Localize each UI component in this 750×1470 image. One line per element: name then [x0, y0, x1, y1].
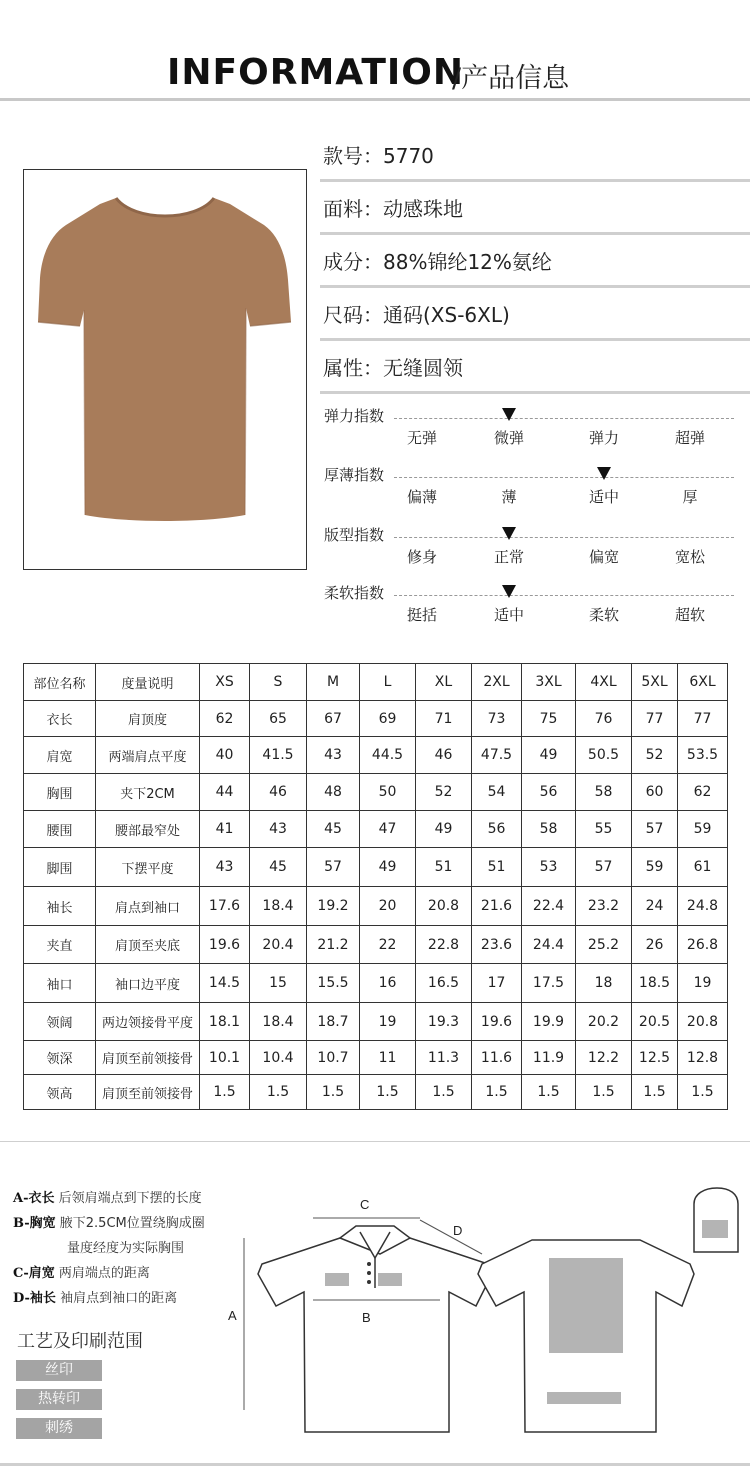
table-cell: 20.2 [576, 1003, 632, 1041]
table-cell: 53 [522, 848, 576, 887]
definition-a [13, 1187, 202, 1206]
index-option: 薄 [501, 488, 517, 506]
table-cell: 1.5 [632, 1075, 678, 1110]
tshirt-image [24, 170, 306, 569]
table-cell: 65 [250, 701, 307, 737]
table-cell: 57 [307, 848, 360, 887]
table-cell: 下摆平度 [96, 848, 200, 887]
table-row [24, 848, 728, 887]
table-cell: 肩宽 [24, 737, 96, 774]
table-cell: 11.9 [522, 1041, 576, 1075]
table-cell: 肩顶至夹底 [96, 926, 200, 964]
index-option: 宽松 [674, 548, 706, 566]
row-divider [320, 285, 750, 288]
table-cell: 50.5 [576, 737, 632, 774]
table-cell: 21.6 [472, 887, 522, 926]
info-text: 款号：5770 [323, 144, 434, 168]
table-cell: 1.5 [522, 1075, 576, 1110]
info-row-attribute [320, 342, 750, 394]
table-cell: 54 [472, 774, 522, 811]
table-cell: 16 [360, 964, 416, 1003]
table-cell: 肩顶度 [96, 701, 200, 737]
definition-b-cont [67, 1237, 184, 1256]
index-option: 超弹 [674, 429, 706, 447]
table-cell: 领阔 [24, 1003, 96, 1041]
definition-d [13, 1287, 177, 1306]
table-cell: 1.5 [307, 1075, 360, 1110]
table-cell: 22.4 [522, 887, 576, 926]
page-title: INFORMATION [167, 52, 465, 93]
table-cell: 18.4 [250, 1003, 307, 1041]
table-header-cell: M [307, 664, 360, 701]
index-marker-icon [502, 408, 516, 421]
table-cell: 57 [632, 811, 678, 848]
table-cell: 52 [632, 737, 678, 774]
table-cell: 1.5 [678, 1075, 728, 1110]
table-cell: 47 [360, 811, 416, 848]
table-cell: 衣长 [24, 701, 96, 737]
info-row-style-no [320, 130, 750, 182]
table-cell: 17.6 [200, 887, 250, 926]
row-divider [320, 179, 750, 182]
table-cell: 49 [416, 811, 472, 848]
table-cell: 12.2 [576, 1041, 632, 1075]
label-b: B [362, 1310, 371, 1325]
table-cell: 50 [360, 774, 416, 811]
table-cell: 59 [632, 848, 678, 887]
table-cell: 18.4 [250, 887, 307, 926]
table-cell: 41.5 [250, 737, 307, 774]
table-cell: 19 [360, 1003, 416, 1041]
index-label: 厚薄指数 [324, 466, 385, 484]
table-cell: 袖口边平度 [96, 964, 200, 1003]
table-cell: 62 [200, 701, 250, 737]
definition-b [13, 1212, 205, 1231]
table-cell: 20.8 [416, 887, 472, 926]
table-header-cell: 度量说明 [96, 664, 200, 701]
info-text: 尺码：通码(XS-6XL) [323, 303, 510, 327]
table-cell: 20.8 [678, 1003, 728, 1041]
table-cell: 腰部最窄处 [96, 811, 200, 848]
definition-desc: 腋下2.5CM位置绕胸成圈 [59, 1216, 205, 1231]
table-cell: 袖长 [24, 887, 96, 926]
table-cell: 44 [200, 774, 250, 811]
table-cell: 47.5 [472, 737, 522, 774]
definition-key: B-胸宽 [13, 1216, 56, 1231]
table-cell: 袖口 [24, 964, 96, 1003]
table-cell: 23.6 [472, 926, 522, 964]
table-cell: 11.3 [416, 1041, 472, 1075]
table-cell: 20.5 [632, 1003, 678, 1041]
table-cell: 44.5 [360, 737, 416, 774]
row-divider [320, 232, 750, 235]
table-cell: 10.7 [307, 1041, 360, 1075]
table-cell: 26.8 [678, 926, 728, 964]
definition-desc: 袖肩点到袖口的距离 [60, 1291, 178, 1306]
table-cell: 77 [678, 701, 728, 737]
table-cell: 领深 [24, 1041, 96, 1075]
table-row [24, 1041, 728, 1075]
table-cell: 19 [678, 964, 728, 1003]
definition-desc: 量度经度为实际胸围 [67, 1241, 185, 1256]
table-cell: 18.7 [307, 1003, 360, 1041]
index-marker-icon [502, 585, 516, 598]
index-marker-icon [502, 527, 516, 540]
table-cell: 22.8 [416, 926, 472, 964]
table-cell: 59 [678, 811, 728, 848]
table-cell: 69 [360, 701, 416, 737]
table-cell: 46 [416, 737, 472, 774]
table-cell: 55 [576, 811, 632, 848]
header-divider [0, 98, 750, 101]
table-cell: 16.5 [416, 964, 472, 1003]
table-cell: 1.5 [250, 1075, 307, 1110]
index-option: 厚 [682, 488, 698, 506]
index-label: 弹力指数 [324, 407, 385, 425]
table-cell: 脚围 [24, 848, 96, 887]
table-row [24, 887, 728, 926]
index-scale-line [394, 418, 734, 419]
table-cell: 21.2 [307, 926, 360, 964]
table-cell: 两边领接骨平度 [96, 1003, 200, 1041]
index-row [322, 582, 742, 638]
bottom-divider [0, 1463, 750, 1466]
table-cell: 12.8 [678, 1041, 728, 1075]
craft-embroidery: 刺绣 [16, 1418, 102, 1439]
row-divider [320, 338, 750, 341]
table-cell: 肩点到袖口 [96, 887, 200, 926]
table-cell: 57 [576, 848, 632, 887]
label-d: D [453, 1223, 463, 1238]
table-cell: 肩顶至前领接骨 [96, 1075, 200, 1110]
table-cell: 12.5 [632, 1041, 678, 1075]
table-cell: 1.5 [472, 1075, 522, 1110]
info-text: 成分：88%锦纶12%氨纶 [323, 250, 552, 274]
table-cell: 60 [632, 774, 678, 811]
label-c: C [360, 1197, 370, 1212]
table-cell: 45 [250, 848, 307, 887]
index-option: 挺括 [406, 606, 438, 624]
index-label: 版型指数 [324, 526, 385, 544]
craft-heat-transfer: 热转印 [16, 1389, 102, 1410]
table-cell: 14.5 [200, 964, 250, 1003]
table-cell: 夹下2CM [96, 774, 200, 811]
table-cell: 43 [200, 848, 250, 887]
table-cell: 1.5 [576, 1075, 632, 1110]
page-header [0, 40, 750, 102]
index-option: 超软 [674, 606, 706, 624]
table-cell: 22 [360, 926, 416, 964]
table-cell: 10.1 [200, 1041, 250, 1075]
row-divider [320, 391, 750, 394]
info-row-composition [320, 236, 750, 288]
size-table [23, 663, 728, 1110]
measurement-diagram [220, 1180, 750, 1460]
table-header-cell: XL [416, 664, 472, 701]
table-cell: 18 [576, 964, 632, 1003]
table-header-cell: 2XL [472, 664, 522, 701]
table-cell: 两端肩点平度 [96, 737, 200, 774]
definition-desc: 后领肩端点到下摆的长度 [58, 1191, 202, 1206]
table-cell: 43 [250, 811, 307, 848]
table-cell: 62 [678, 774, 728, 811]
table-row [24, 811, 728, 848]
definition-key: D-袖长 [13, 1291, 56, 1306]
table-row [24, 926, 728, 964]
table-header-row [24, 664, 728, 701]
index-option: 柔软 [588, 606, 620, 624]
index-option: 正常 [493, 548, 525, 566]
index-scale-line [394, 477, 734, 478]
table-row [24, 964, 728, 1003]
table-cell: 18.5 [632, 964, 678, 1003]
definition-key: A-衣长 [13, 1191, 55, 1206]
table-header-cell: 部位名称 [24, 664, 96, 701]
info-text: 面料：动感珠地 [323, 197, 463, 221]
table-cell: 夹直 [24, 926, 96, 964]
definition-desc: 两肩端点的距离 [58, 1266, 150, 1281]
table-header-cell: 6XL [678, 664, 728, 701]
index-option: 微弹 [493, 429, 525, 447]
index-row [322, 464, 742, 520]
page-subtitle: /产品信息 [452, 63, 570, 94]
table-cell: 71 [416, 701, 472, 737]
craft-silkscreen: 丝印 [16, 1360, 102, 1381]
table-row [24, 774, 728, 811]
table-cell: 26 [632, 926, 678, 964]
table-cell: 77 [632, 701, 678, 737]
table-cell: 58 [522, 811, 576, 848]
index-option: 偏薄 [406, 488, 438, 506]
index-marker-icon [597, 467, 611, 480]
table-cell: 24.8 [678, 887, 728, 926]
index-option: 适中 [588, 488, 620, 506]
craft-title: 工艺及印刷范围 [17, 1331, 143, 1352]
table-cell: 75 [522, 701, 576, 737]
table-cell: 腰围 [24, 811, 96, 848]
info-row-fabric [320, 183, 750, 235]
table-row [24, 1075, 728, 1110]
table-cell: 24.4 [522, 926, 576, 964]
table-cell: 肩顶至前领接骨 [96, 1041, 200, 1075]
table-cell: 61 [678, 848, 728, 887]
table-cell: 48 [307, 774, 360, 811]
table-cell: 11.6 [472, 1041, 522, 1075]
front-shirt-outline [258, 1226, 492, 1432]
table-cell: 53.5 [678, 737, 728, 774]
table-cell: 15.5 [307, 964, 360, 1003]
info-text: 属性：无缝圆领 [323, 356, 463, 380]
table-cell: 17.5 [522, 964, 576, 1003]
index-option: 适中 [493, 606, 525, 624]
index-option: 弹力 [588, 429, 620, 447]
table-cell: 19.2 [307, 887, 360, 926]
table-row [24, 701, 728, 737]
table-cell: 40 [200, 737, 250, 774]
table-cell: 19.6 [472, 1003, 522, 1041]
table-cell: 19.6 [200, 926, 250, 964]
product-photo [23, 169, 307, 570]
label-a: A [228, 1308, 237, 1323]
index-row [322, 524, 742, 580]
table-cell: 15 [250, 964, 307, 1003]
table-cell: 23.2 [576, 887, 632, 926]
definition-c [13, 1262, 150, 1281]
section-divider [0, 1141, 750, 1142]
table-cell: 49 [360, 848, 416, 887]
table-cell: 19.3 [416, 1003, 472, 1041]
table-cell: 76 [576, 701, 632, 737]
table-cell: 49 [522, 737, 576, 774]
table-cell: 73 [472, 701, 522, 737]
table-cell: 51 [472, 848, 522, 887]
table-cell: 41 [200, 811, 250, 848]
table-cell: 51 [416, 848, 472, 887]
table-cell: 胸围 [24, 774, 96, 811]
index-option: 修身 [406, 548, 438, 566]
index-option: 偏宽 [588, 548, 620, 566]
table-cell: 58 [576, 774, 632, 811]
table-header-cell: XS [200, 664, 250, 701]
table-header-cell: S [250, 664, 307, 701]
index-option: 无弹 [406, 429, 438, 447]
table-header-cell: 4XL [576, 664, 632, 701]
table-cell: 10.4 [250, 1041, 307, 1075]
table-row [24, 737, 728, 774]
definition-key: C-肩宽 [13, 1266, 55, 1281]
table-cell: 56 [522, 774, 576, 811]
table-cell: 45 [307, 811, 360, 848]
table-cell: 56 [472, 811, 522, 848]
sleeve-print-area [702, 1220, 728, 1238]
table-cell: 1.5 [360, 1075, 416, 1110]
table-cell: 17 [472, 964, 522, 1003]
index-row [322, 405, 742, 461]
table-header-cell: 5XL [632, 664, 678, 701]
table-cell: 18.1 [200, 1003, 250, 1041]
table-cell: 52 [416, 774, 472, 811]
table-cell: 1.5 [200, 1075, 250, 1110]
table-cell: 24 [632, 887, 678, 926]
table-header-cell: 3XL [522, 664, 576, 701]
table-cell: 11 [360, 1041, 416, 1075]
table-cell: 1.5 [416, 1075, 472, 1110]
table-cell: 19.9 [522, 1003, 576, 1041]
index-scale-line [394, 537, 734, 538]
table-cell: 领高 [24, 1075, 96, 1110]
table-header-cell: L [360, 664, 416, 701]
buttons [367, 1262, 371, 1284]
table-cell: 20.4 [250, 926, 307, 964]
index-scale-line [394, 595, 734, 596]
table-cell: 46 [250, 774, 307, 811]
info-row-size [320, 289, 750, 341]
index-label: 柔软指数 [324, 584, 385, 602]
table-cell: 67 [307, 701, 360, 737]
table-cell: 25.2 [576, 926, 632, 964]
table-row [24, 1003, 728, 1041]
table-cell: 20 [360, 887, 416, 926]
table-cell: 43 [307, 737, 360, 774]
